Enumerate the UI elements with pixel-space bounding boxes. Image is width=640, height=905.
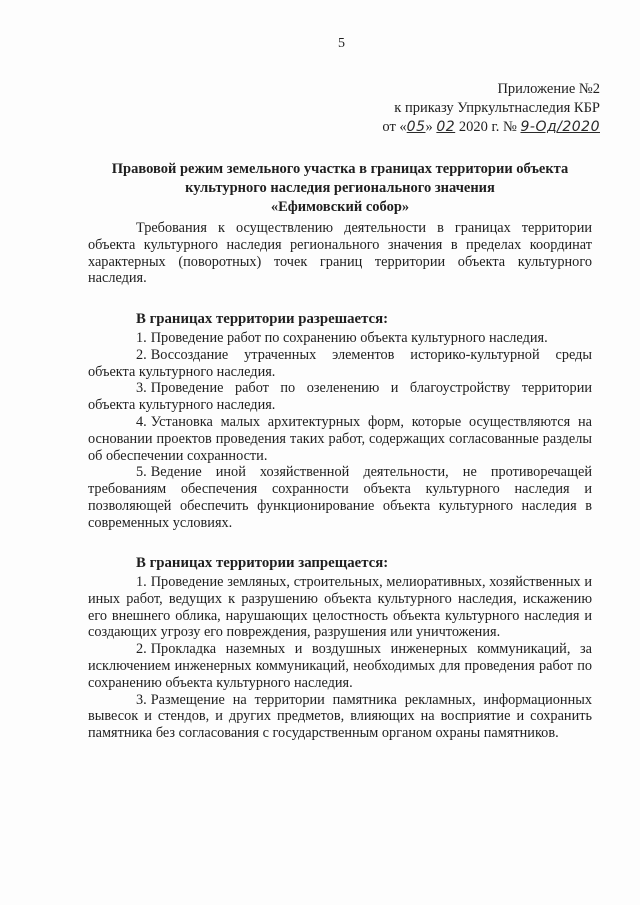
- allowed-item: [88, 380, 592, 414]
- title-line-1: Правовой режим земельного участка в границах территории объекта: [111, 161, 569, 177]
- forbidden-item: [88, 641, 592, 691]
- appendix-subtitle: к приказу Упркультнаследия КБР: [394, 100, 600, 116]
- item-number: 4.: [136, 413, 147, 430]
- date-day: 05: [406, 119, 426, 135]
- order-year: 2020 г. №: [458, 119, 517, 135]
- item-text: Установка малых архитектурных форм, которые осуществляются на основании проектов проведения таких работ, содержащих согласованные разделы об обеспечении сохранности.: [88, 413, 592, 464]
- item-text: Воссоздание утраченных элементов историко-культурной среды объекта культурного наследия.: [88, 346, 592, 380]
- item-number: 2.: [136, 346, 147, 363]
- item-number: 3.: [136, 691, 147, 708]
- item-number: 1.: [136, 330, 147, 346]
- item-number: 1.: [136, 574, 147, 590]
- order-number: 9-Од/2020: [520, 119, 600, 135]
- allowed-item: [88, 414, 592, 464]
- item-text: Проведение работ по сохранению объекта культурного наследия.: [150, 330, 548, 346]
- allowed-item: [88, 347, 592, 381]
- date-month: 02: [436, 119, 456, 135]
- allowed-item: [88, 330, 592, 347]
- date-prefix: от «: [382, 119, 407, 135]
- allowed-heading: В границах территории разрешается:: [136, 311, 389, 327]
- item-number: 5.: [136, 464, 147, 481]
- item-text: Проведение работ по озеленению и благоустройству территории объекта культурного наследия.: [88, 380, 592, 414]
- item-number: 2.: [136, 641, 147, 658]
- title-line-2: культурного наследия регионального значения: [185, 180, 495, 196]
- item-text: Ведение иной хозяйственной деятельности, не противоречащей требованиям обеспечения сохранности объекта культурного наследия и позволяющей обеспечить функционирование объекта культурного наследия в современных условиях.: [88, 464, 592, 531]
- forbidden-item: [88, 574, 592, 641]
- date-mid: »: [425, 119, 433, 135]
- item-text: Прокладка наземных и воздушных инженерных коммуникаций, за исключением инженерных коммуникаций, необходимых для проведения работ по сохранению объекта культурного наследия.: [88, 641, 592, 691]
- page-number: 5: [338, 36, 345, 51]
- order-line: [382, 118, 600, 137]
- document-title: [90, 160, 590, 217]
- item-number: 3.: [136, 380, 147, 397]
- item-text: Проведение земляных, строительных, мелиоративных, хозяйственных и иных работ, ведущих к разрушению объекта культурного наследия, искажению его внешнего облика, нарушающих целостность объекта культурного наследия и создающих угрозу его повреждения, разрушения или уничтожения.: [88, 574, 592, 641]
- forbidden-section: [88, 554, 592, 742]
- forbidden-heading: В границах территории запрещается:: [136, 555, 389, 571]
- item-text: Размещение на территории памятника рекламных, информационных вывесок и стендов, и других предметов, влияющих на восприятие и сохранить памятника без согласования с государственным органом охраны памятников.: [88, 691, 592, 742]
- appendix-header: [382, 80, 600, 137]
- forbidden-item: [88, 692, 592, 742]
- appendix-title: Приложение №2: [497, 81, 600, 97]
- title-line-3: «Ефимовский собор»: [270, 199, 410, 215]
- intro-paragraph: Требования к осуществлению деятельности в границах территории объекта культурного наследия регионального значения в пределах координат характерных (поворотных) точек границ территории объекта культурного наследия.: [88, 220, 592, 287]
- allowed-section: [88, 310, 592, 532]
- allowed-item: [88, 464, 592, 531]
